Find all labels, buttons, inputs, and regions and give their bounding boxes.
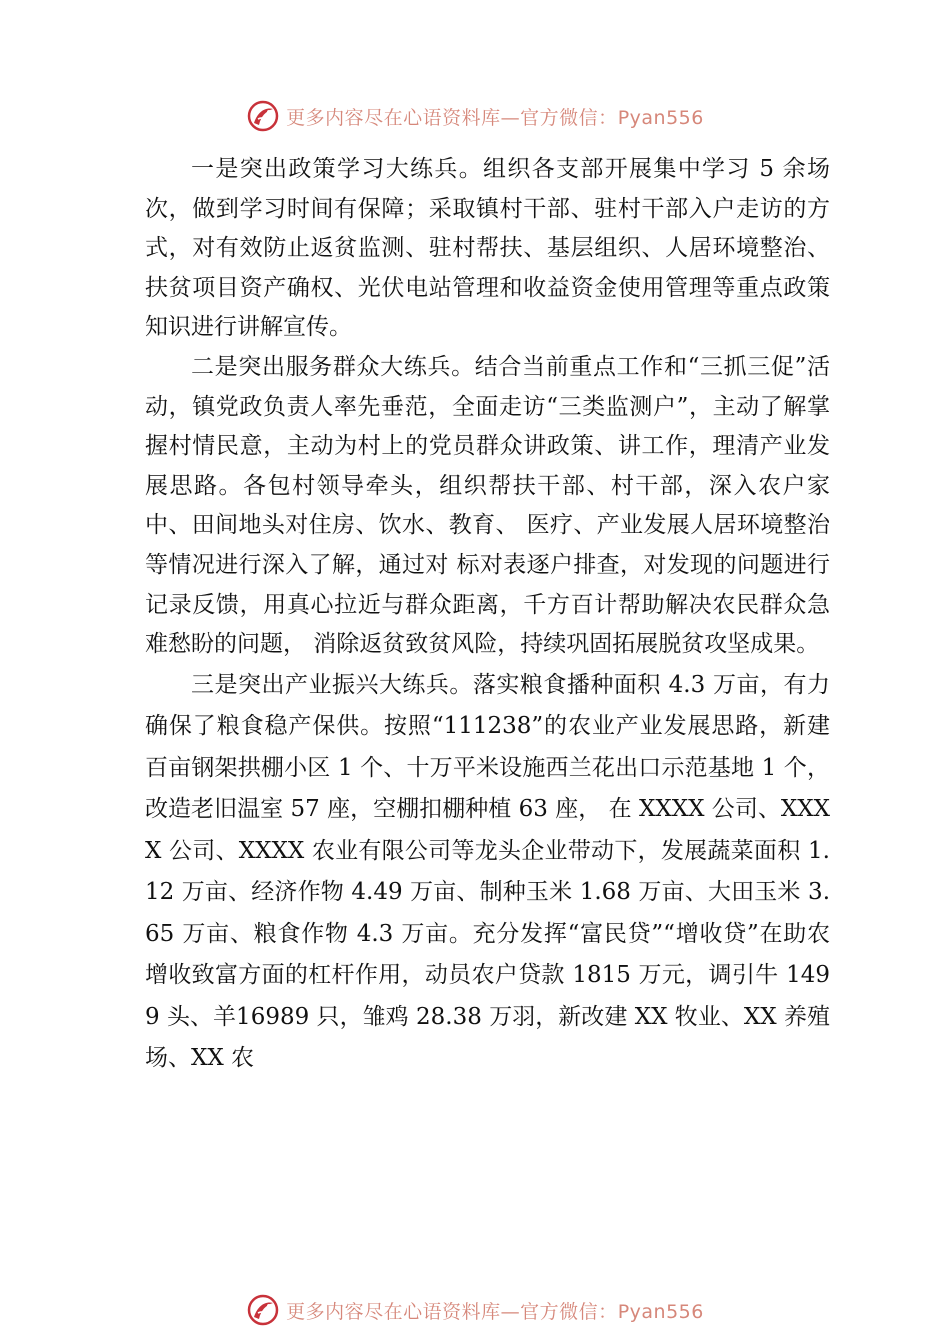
paragraph-policy-study: 一是突出政策学习大练兵。组织各支部开展集中学习 5 余场次，做到学习时间有保障；采取镇村干部、驻村干部入户走访的方式，对有效防止返贫监测、驻村帮扶、基层组织、人居环境整治、扶贫项目资产确权、光伏电站管理和收益资金使用管理等重点政策知识进行讲解宣传。 bbox=[145, 156, 830, 341]
header-watermark-banner bbox=[0, 96, 950, 136]
paragraph-industry-revitalization: 三是突出产业振兴大练兵。落实粮食播种面积 4.3 万亩，有力确保了粮食稳产保供。按照“111238”的农业产业发展思路，新建百亩钢架拱棚小区 1 个、十万平米设施西兰花出口示范基地 1 个，改造老旧温室 57 座，空棚扣棚种植 63 座， 在 XXXX 公司、XXXX 公司、XXXX 农业有限公司等龙头企业带动下，发展蔬菜面积 1.12 万亩、经济作物 4.49 万亩、制种玉米 1.68 万亩、大田玉米 3.65 万亩、粮食作物 4.3 万亩。充分发挥“富民贷”“增收贷”在助农增收致富方面的杠杆作用，动员农户贷款 1815 万元，调引牛 1499 头、羊16989 只，雏鸡 28.38 万羽，新改建 XX 牧业、XX 养殖场、XX 农 bbox=[145, 671, 830, 1072]
document-body bbox=[145, 150, 830, 1080]
footer-watermark-banner bbox=[0, 1290, 950, 1330]
paragraph-serve-masses: 二是突出服务群众大练兵。结合当前重点工作和“三抓三促”活动，镇党政负责人率先垂范，全面走访“三类监测户”，主动了解掌握村情民意，主动为村上的党员群众讲政策、讲工作，理清产业发展思路。各包村领导牵头，组织帮扶干部、村干部，深入农户家中、田间地头对住房、饮水、教育、 医疗、产业发展人居环境整治等情况进行深入了解，通过对 标对表逐户排查，对发现的问题进行记录反馈，用真心拉近与群众距离，千方百计帮助解决农民群众急难愁盼的问题， 消除返贫致贫风险，持续巩固拓展脱贫攻坚成果。 bbox=[145, 353, 830, 658]
brand-logo-icon bbox=[246, 99, 280, 133]
banner-text: 更多内容尽在心语资料库—官方微信：Pyan556 bbox=[286, 1300, 704, 1323]
banner-text: 更多内容尽在心语资料库—官方微信：Pyan556 bbox=[286, 106, 704, 129]
brand-logo-icon bbox=[246, 1293, 280, 1327]
